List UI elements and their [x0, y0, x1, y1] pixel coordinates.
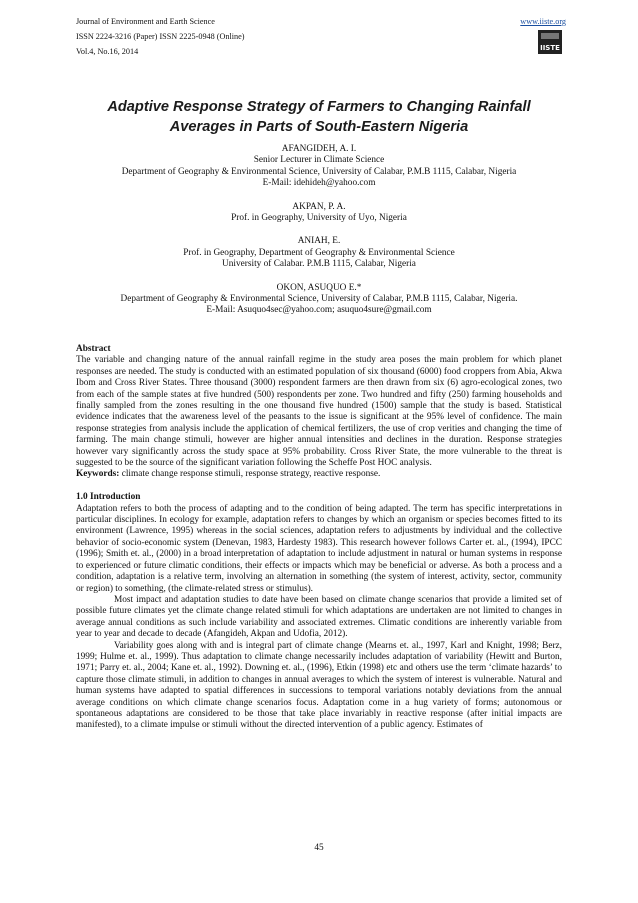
keywords-text: climate change response stimuli, response strategy, reactive response. — [121, 469, 381, 480]
paper-title: Adaptive Response Strategy of Farmers to Changing Rainfall Averages in Parts of South-Eastern Nigeria — [107, 99, 531, 135]
author-name: OKON, ASUQUO E.* — [276, 282, 362, 293]
abstract-heading: Abstract — [76, 344, 111, 354]
keywords — [76, 469, 562, 480]
journal-volume: Vol.4, No.16, 2014 — [76, 47, 139, 56]
author-name: ANIAH, E. — [297, 236, 341, 247]
intro-paragraph: Most impact and adaptation studies to date have been based on climate change scenarios that provide a limited set of possible future climates yet the climate change related stimuli for which adaptations are undertaken are not limited to changes in average annual conditions as such include variability and associated extremes. Climatic conditions are inherently variable from year to year and decade to decade (Afangideh, Akpan and Udofia, 2012). — [76, 594, 562, 640]
paper-body — [76, 344, 562, 732]
author-block — [76, 144, 562, 317]
abstract-text: The variable and changing nature of the annual rainfall regime in the study area poses the main problem for which planet responses are needed. The study is conducted with an estimated population of six thousand (6000) food croppers from Abia, Akwa Ibom and Cross River States. Three thousand (3000) respondent farmers are then drawn from six (6) agro-ecological zones, two from each of the sample states at five hundred (500) respondents per zone. Two hundred and fifty (250) farming households and finally sampled from the zones resulting in the one thousand five hundred (1500) sample that the study is based. Statistical evidence indicates that the awareness level of the peasants to the issue is significant at the 95% level of confidence. The main response strategies from analysis include the application of chemical fertilizers, the use of crop verities and changing the time of farming. The main change stimuli, however are higher annual intensities and declines in the duration. Response strategies however vary significantly across the study space at 95% probability. Cross River State, the more vulnerable to the threat is suggested to be the source of the significant variation following the Scheffe Post HOC analysis. — [76, 355, 562, 469]
journal-url-link[interactable]: www.iiste.org — [520, 17, 566, 26]
svg-text:IISTE: IISTE — [540, 44, 560, 52]
intro-paragraph: Adaptation refers to both the process of adapting and to the condition of being adapted. The term has specific interpretations in particular disciplines. In ecology for example, adaptation refers to changes by which an organism or species becomes fitted to its environment (Lawrence, 1995) whereas in the social sciences, adaptation refers to adjustments by individual and the collective behavior of socio-economic system (Denevan, 1983, Hardesty 1983). This research however follows Carter et. al., (1994), IPCC (1996); Smith et. al., (2000) in a broad interpretation of adaptation to include adjustment in natural or human systems in response to experienced or future climatic conditions, their effects or impacts which may be beneficial or adverse. As both a process and a condition, adaptation is a relative term, involving an alternation in something (the system of interest, activity, sector, community or region) to something, (the climate-related stress or stimulus). — [76, 503, 562, 594]
iiste-logo-icon — [537, 29, 563, 55]
author-affiliation: Department of Geography & Environmental Science, University of Calabar, P.M.B 1115, Calabar, Nigeria. — [120, 294, 518, 305]
author-affiliation: Department of Geography & Environmental Science, University of Calabar, P.M.B 1115, Calabar, Nigeria — [121, 166, 517, 177]
intro-paragraph: Variability goes along with and is integral part of climate change (Mearns et. al., 1997, Karl and Knight, 1998; Berz, 1999; Hulme et. al., 1999). Thus adaptation to climate change necessarily includes adaptation of variability (Hewitt and Burton, 1971; Parry et. al., 2004; Kane et. al., 1992). Downing et. al., (1996), Etkin (1998) etc and others use the term ‘climate hazards’ to capture those climate stimuli, in addition to changes in annual averages to which the system of interest is vulnerable. Natural and human systems have adapted to spatial differences in successions to temporal variations notably deviations from the annual average conditions on which climate change scenarios focus. Adaptation come in a hug variety of forms; autonomous or spontaneous adaptations are considered to be those that take place invariably in reactive response (after initial impacts are manifested), to a climate impulse or stimuli without the directed intervention of a public agency. Estimates of — [76, 640, 562, 731]
author-email: E-Mail: Asuquo4sec@yahoo.com; asuquo4sure@gmail.com — [206, 305, 432, 316]
journal-header — [76, 14, 566, 59]
section-heading-introduction: 1.0 Introduction — [76, 492, 141, 503]
journal-name: Journal of Environment and Earth Science — [76, 17, 215, 26]
author-name: AKPAN, P. A. — [292, 201, 346, 212]
journal-issn: ISSN 2224-3216 (Paper) ISSN 2225-0948 (Online) — [76, 32, 245, 41]
author-affiliation: Senior Lecturer in Climate Science — [253, 155, 385, 166]
page-number: 45 — [314, 843, 324, 853]
keywords-label: Keywords: — [76, 469, 120, 480]
author-email: E-Mail: idehideh@yahoo.com — [262, 178, 376, 189]
author-affiliation: Prof. in Geography, Department of Geography & Environmental Science — [183, 247, 455, 258]
author-name: AFANGIDEH, A. I. — [281, 144, 357, 154]
author-affiliation: Prof. in Geography, University of Uyo, Nigeria — [231, 213, 407, 224]
author-affiliation: University of Calabar. P.M.B 1115, Calabar, Nigeria — [222, 259, 416, 270]
